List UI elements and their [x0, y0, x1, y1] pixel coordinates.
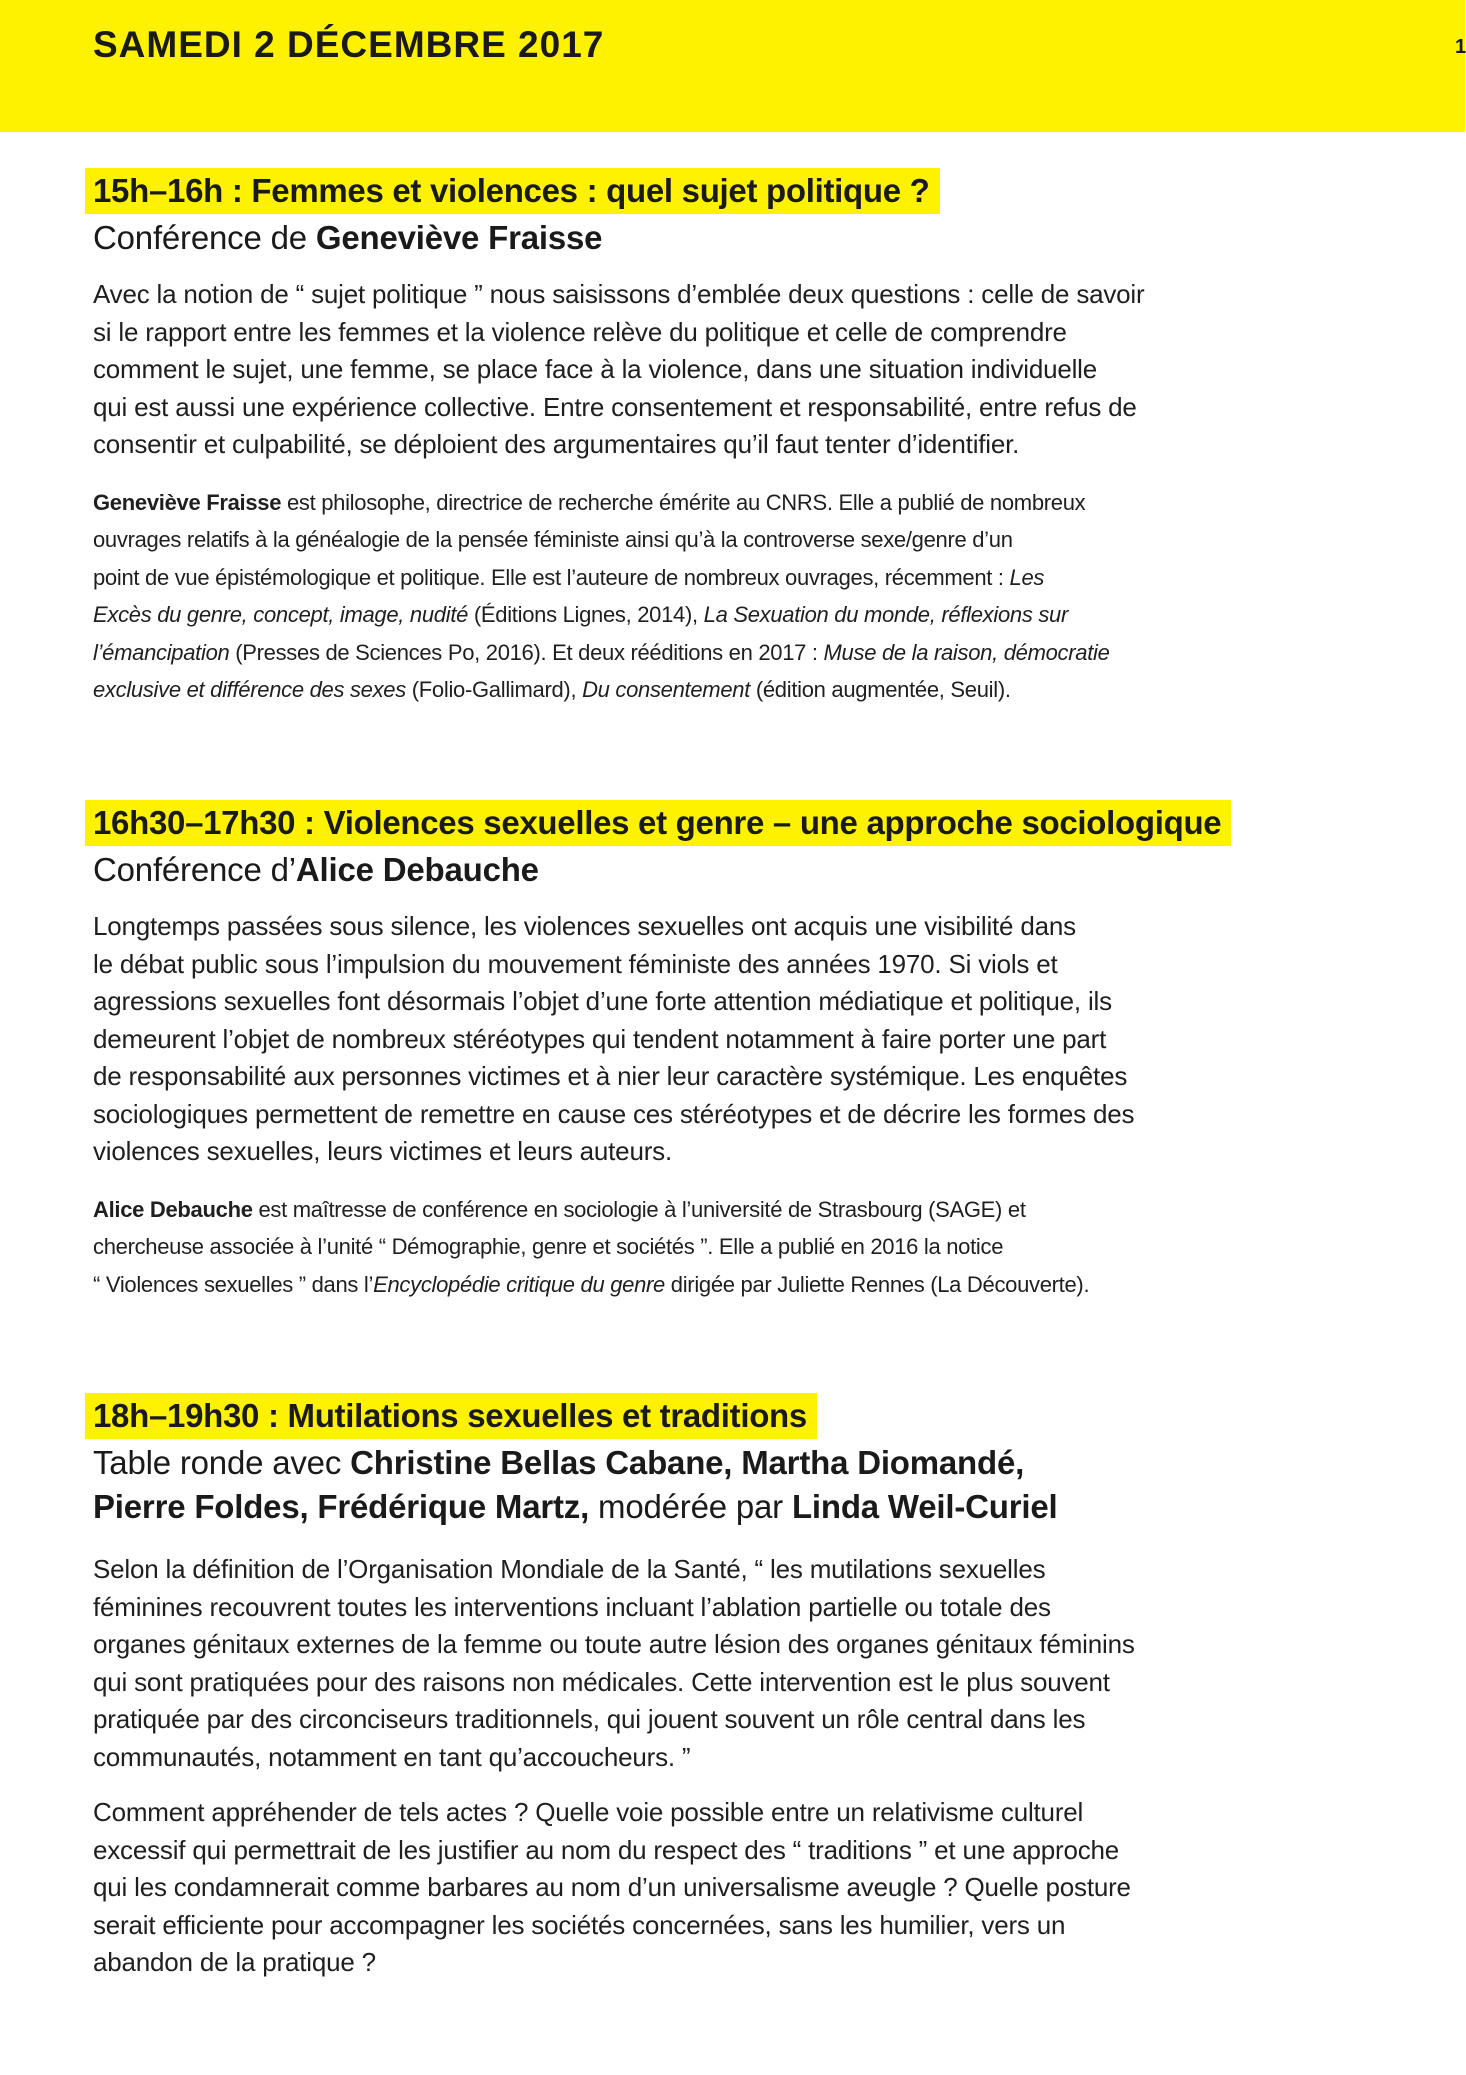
subtitle-prefix: Conférence d’	[93, 851, 296, 888]
abstract-line: de responsabilité aux personnes victimes et à nier leur caractère systémique. Les enquêtes	[93, 1061, 1128, 1091]
abstract-line: agressions sexuelles font désormais l’objet d’une forte attention médiatique et politique, ils	[93, 986, 1112, 1016]
abstract-line: Longtemps passées sous silence, les violences sexuelles ont acquis une visibilité dans	[93, 911, 1076, 941]
abstract-line: serait efficiente pour accompagner les sociétés concernées, sans les humilier, vers un	[93, 1909, 1066, 1940]
bio-text: est philosophe, directrice de recherche émérite au CNRS. Elle a publié de nombreux	[281, 489, 1086, 515]
moderator-name: Linda Weil-Curiel	[791, 1488, 1058, 1525]
session-subtitle	[93, 216, 1353, 260]
bio-text: (Presses de Sciences Po, 2016). Et deux rééditions en 2017 :	[229, 639, 824, 665]
bio-text: ouvrages relatifs à la généalogie de la pensée féministe ainsi qu’à la controverse sexe/genre d’un	[93, 527, 1013, 552]
bio-text: point de vue épistémologique et politique. Elle est l’auteure de nombreux ouvrages, récemment :	[93, 564, 1010, 590]
book-title: l’émancipation	[93, 639, 230, 665]
bio-name: Alice Debauche	[93, 1196, 253, 1222]
book-title: Du consentement	[582, 677, 751, 702]
page-number: 1	[1455, 36, 1466, 58]
session-abstract-questions	[93, 1794, 1353, 1982]
speaker-bio	[93, 1191, 1353, 1304]
abstract-line: féminines recouvrent toutes les interventions incluant l’ablation partielle ou totale des	[93, 1591, 1051, 1622]
abstract-line: violences sexuelles, leurs victimes et leurs auteurs.	[93, 1136, 672, 1166]
bio-text: est maîtresse de conférence en sociologie à l’université de Strasbourg (SAGE) et	[252, 1196, 1026, 1222]
abstract-line: communautés, notamment en tant qu’accoucheurs. ”	[93, 1741, 691, 1772]
session-abstract	[93, 908, 1353, 1171]
bio-text: chercheuse associée à l’unité “ Démographie, genre et sociétés ”. Elle a publié en 2016 la notice	[93, 1234, 1004, 1259]
speaker-name: Alice Debauche	[295, 851, 539, 888]
abstract-line: Comment appréhender de tels actes ? Quelle voie possible entre un relativisme culturel	[93, 1797, 1084, 1827]
header-band	[0, 0, 1465, 132]
session-title: 18h–19h30 : Mutilations sexuelles et traditions	[85, 1393, 817, 1439]
book-title: Encyclopédie critique du genre	[373, 1271, 665, 1297]
session-title: 16h30–17h30 : Violences sexuelles et genre – une approche sociologique	[85, 800, 1231, 846]
abstract-line: qui est aussi une expérience collective. Entre consentement et responsabilité, entre refus de	[93, 391, 1137, 422]
abstract-line: demeurent l’objet de nombreux stéréotypes qui tendent notamment à faire porter une part	[93, 1023, 1107, 1054]
abstract-line: le débat public sous l’impulsion du mouvement féministe des années 1970. Si viols et	[93, 948, 1058, 979]
header-date: SAMEDI 2 DÉCEMBRE 2017	[93, 24, 605, 65]
session-abstract	[93, 1551, 1353, 1776]
abstract-line: Avec la notion de “ sujet politique ” nous saisissons d’emblée deux questions : celle de savoir	[93, 279, 1145, 309]
session-abstract	[93, 276, 1353, 464]
bio-name: Geneviève Fraisse	[93, 489, 282, 515]
session-2	[93, 800, 1353, 1303]
subtitle-prefix: Conférence de	[93, 219, 316, 256]
abstract-line: Selon la définition de l’Organisation Mondiale de la Santé, “ les mutilations sexuelles	[93, 1554, 1046, 1584]
book-title: Muse de la raison, démocratie	[823, 639, 1110, 665]
bio-text: (édition augmentée, Seuil).	[750, 677, 1011, 702]
abstract-line: qui sont pratiquées pour des raisons non médicales. Cette intervention est le plus souvent	[93, 1666, 1110, 1697]
abstract-line: abandon de la pratique ?	[93, 1947, 376, 1977]
session-title: 15h–16h : Femmes et violences : quel sujet politique ?	[85, 168, 940, 214]
panelist-names: Pierre Foldes, Frédérique Martz,	[93, 1488, 590, 1525]
book-title: Excès du genre, concept, image, nudité	[93, 602, 469, 627]
session-subtitle	[93, 1441, 1353, 1529]
speaker-name: Geneviève Fraisse	[315, 219, 603, 256]
session-3	[93, 1393, 1353, 1982]
speaker-bio	[93, 484, 1353, 709]
abstract-line: pratiquée par des circonciseurs traditionnels, qui jouent souvent un rôle central dans les	[93, 1704, 1086, 1734]
abstract-line: organes génitaux externes de la femme ou toute autre lésion des organes génitaux féminins	[93, 1629, 1135, 1659]
abstract-line: excessif qui permettrait de les justifier au nom du respect des “ traditions ” et une approche	[93, 1834, 1120, 1865]
subtitle-connector: modérée par	[589, 1488, 792, 1525]
book-title: La Sexuation du monde, réflexions sur	[703, 602, 1068, 627]
session-1	[93, 168, 1353, 709]
abstract-line: si le rapport entre les femmes et la violence relève du politique et celle de comprendre	[93, 316, 1067, 347]
bio-text: dirigée par Juliette Rennes (La Découverte).	[664, 1271, 1090, 1297]
book-title: Les	[1009, 564, 1045, 590]
bio-text: (Folio-Gallimard),	[405, 677, 583, 702]
abstract-line: qui les condamnerait comme barbares au nom d’un universalisme aveugle ? Quelle posture	[93, 1872, 1131, 1902]
book-title: exclusive et différence des sexes	[93, 677, 406, 702]
bio-text: “ Violences sexuelles ” dans l’	[93, 1271, 374, 1297]
abstract-line: sociologiques permettent de remettre en cause ces stéréotypes et de décrire les formes des	[93, 1098, 1135, 1129]
abstract-line: consentir et culpabilité, se déploient des argumentaires qu’il faut tenter d’identifier.	[93, 429, 1020, 459]
subtitle-prefix: Table ronde avec	[93, 1444, 351, 1481]
panelist-names: Christine Bellas Cabane, Martha Diomandé,	[350, 1444, 1025, 1481]
session-subtitle	[93, 848, 1353, 892]
bio-text: (Éditions Lignes, 2014),	[468, 602, 704, 627]
abstract-line: comment le sujet, une femme, se place face à la violence, dans une situation individuelle	[93, 354, 1098, 384]
